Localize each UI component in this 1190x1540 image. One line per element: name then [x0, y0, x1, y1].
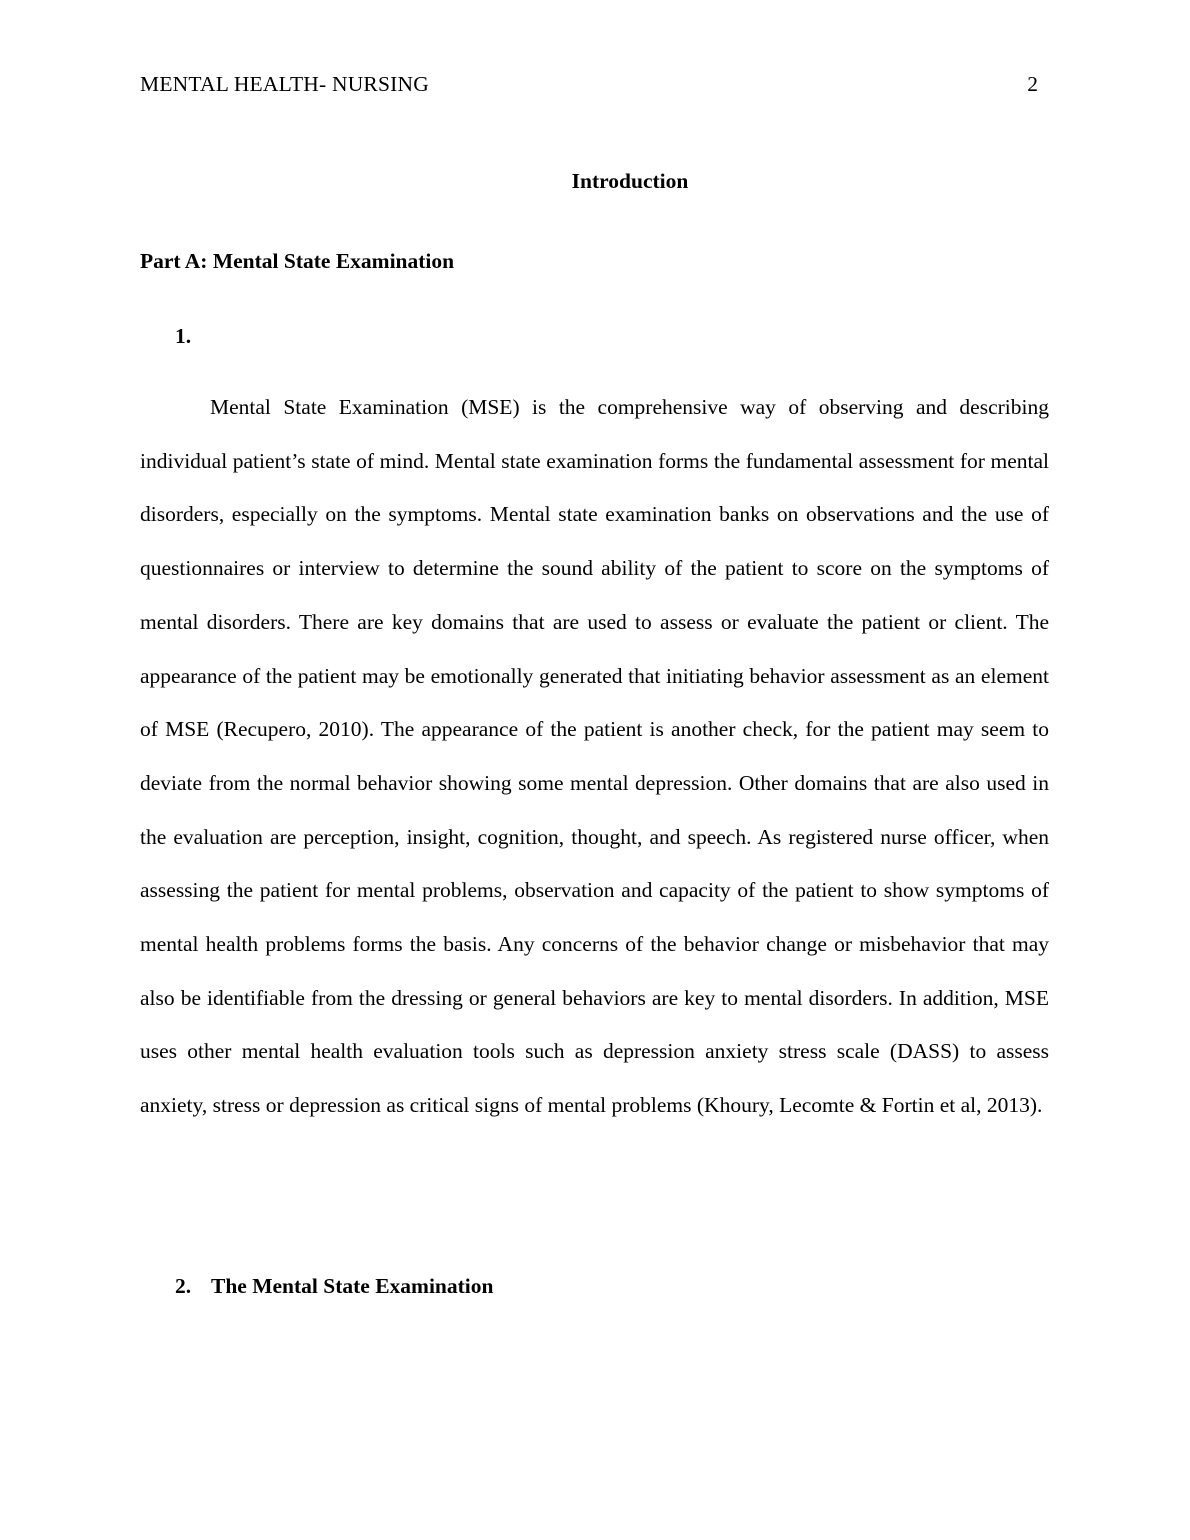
- list-item-2-heading: The Mental State Examination: [211, 1274, 494, 1298]
- list-item-number-1: 1.: [175, 324, 192, 348]
- page-number: 2: [1027, 72, 1038, 96]
- section-title: Introduction: [571, 169, 689, 193]
- list-item-2: [175, 1272, 493, 1300]
- part-heading: Part A: Mental State Examination: [140, 249, 455, 273]
- running-head: MENTAL HEALTH- NURSING: [140, 72, 429, 96]
- list-item-number-2: 2.: [175, 1274, 192, 1298]
- body-paragraph: Mental State Examination (MSE) is the comprehensive way of observing and describing individual patient’s state of mind. Mental state examination forms the fundamental assessment for mental disorders, especially on the symptoms. Mental state examination banks on observations and the use of questionnaires or interview to determine the sound ability of the patient to score on the symptoms of mental disorders. There are key domains that are used to assess or evaluate the patient or client. The appearance of the patient may be emotionally generated that initiating behavior assessment as an element of MSE (Recupero, 2010). The appearance of the patient is another check, for the patient may seem to deviate from the normal behavior showing some mental depression. Other domains that are also used in the evaluation are perception, insight, cognition, thought, and speech. As registered nurse officer, when assessing the patient for mental problems, observation and capacity of the patient to show symptoms of mental health problems forms the basis. Any concerns of the behavior change or misbehavior that may also be identifiable from the dressing or general behaviors are key to mental disorders. In addition, MSE uses other mental health evaluation tools such as depression anxiety stress scale (DASS) to assess anxiety, stress or depression as critical signs of mental problems (Khoury, Lecomte & Fortin et al, 2013).: [140, 395, 1049, 1118]
